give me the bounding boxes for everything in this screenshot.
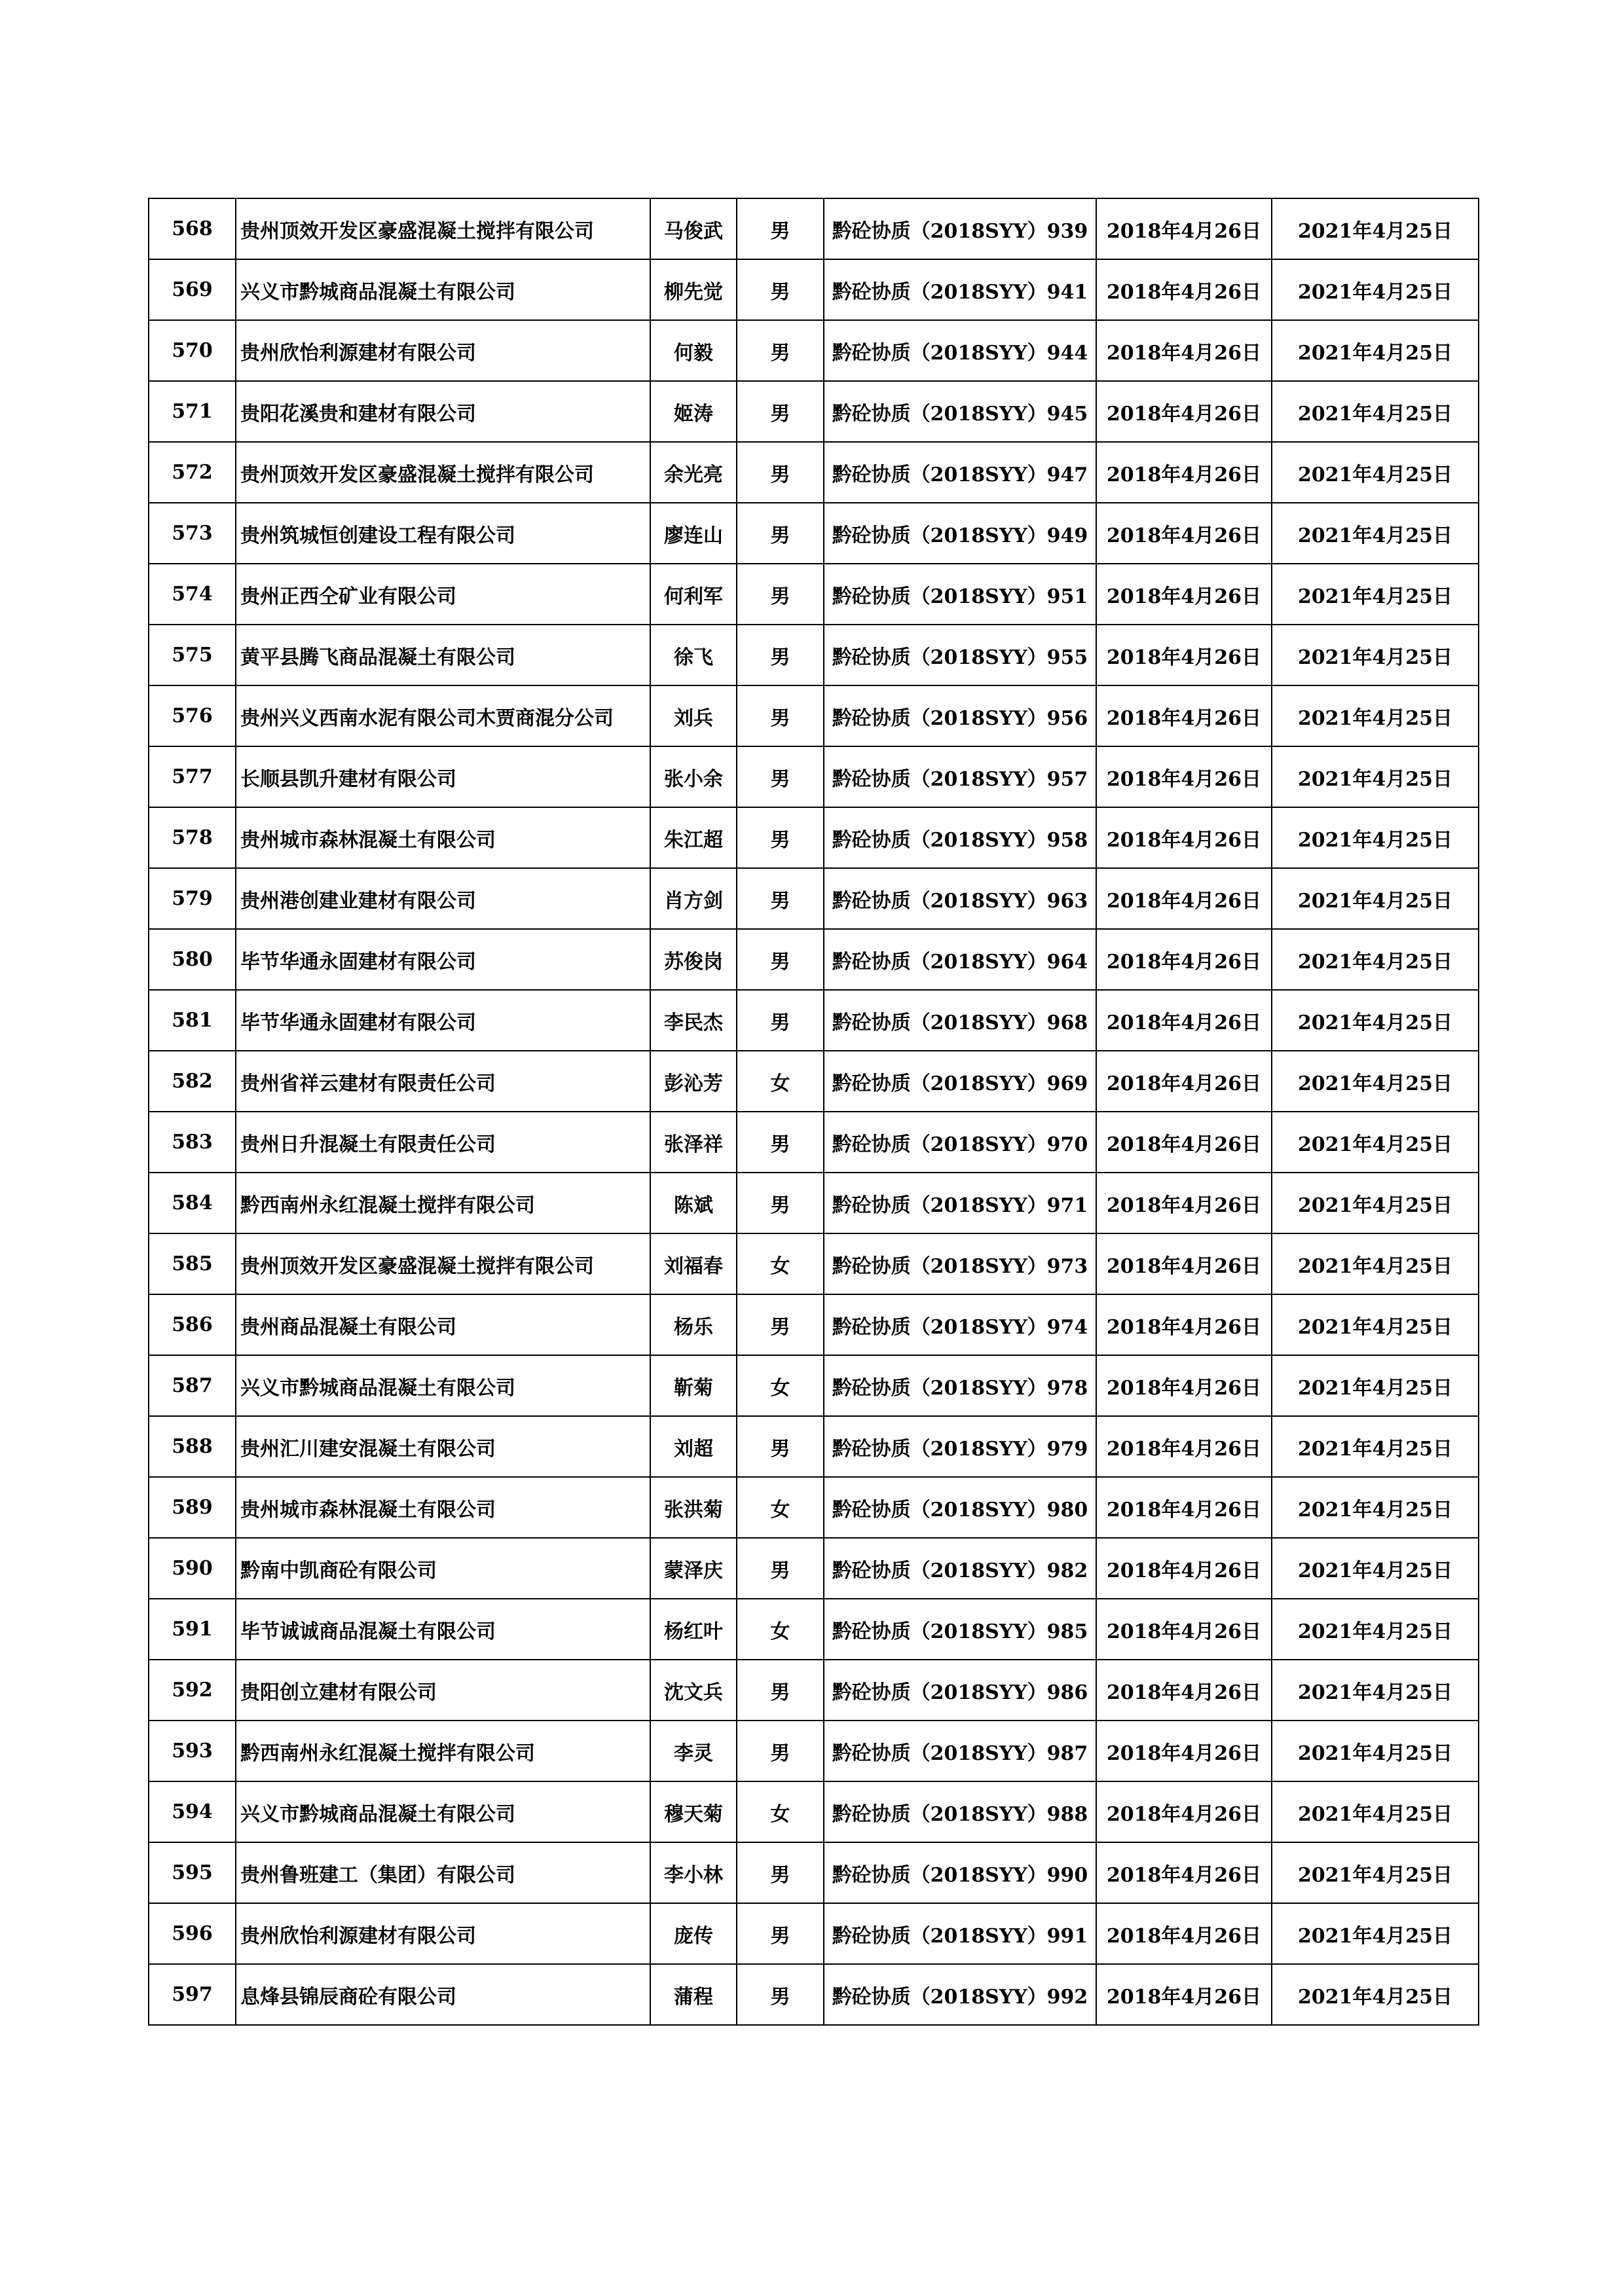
table-row (149, 1477, 1479, 1538)
certificate-number-cell: 黔砼协质（2018SYY）968 (824, 990, 1096, 1051)
table-row (149, 198, 1479, 259)
issue-date-cell: 2018年4月26日 (1096, 1233, 1272, 1294)
issue-date-cell: 2018年4月26日 (1096, 442, 1272, 503)
table-row (149, 1051, 1479, 1112)
expiry-date-cell: 2021年4月25日 (1272, 1416, 1479, 1477)
certificate-number-cell: 黔砼协质（2018SYY）956 (824, 685, 1096, 746)
expiry-date-cell: 2021年4月25日 (1272, 1233, 1479, 1294)
expiry-date-cell: 2021年4月25日 (1272, 198, 1479, 259)
gender-cell: 男 (737, 381, 824, 442)
certificate-number-cell: 黔砼协质（2018SYY）990 (824, 1842, 1096, 1903)
row-number-cell: 588 (149, 1416, 236, 1477)
gender-cell: 男 (737, 1173, 824, 1233)
certificate-number-cell: 黔砼协质（2018SYY）945 (824, 381, 1096, 442)
table-row (149, 1355, 1479, 1416)
person-name-cell: 杨乐 (650, 1294, 737, 1355)
person-name-cell: 余光亮 (650, 442, 737, 503)
company-cell: 贵州商品混凝土有限公司 (236, 1294, 650, 1355)
person-name-cell: 李小林 (650, 1842, 737, 1903)
issue-date-cell: 2018年4月26日 (1096, 1842, 1272, 1903)
person-name-cell: 刘兵 (650, 685, 737, 746)
row-number-cell: 581 (149, 990, 236, 1051)
table-row (149, 1964, 1479, 2025)
row-number-cell: 580 (149, 929, 236, 990)
company-cell: 贵州日升混凝土有限责任公司 (236, 1112, 650, 1173)
company-cell: 贵州筑城恒创建设工程有限公司 (236, 503, 650, 564)
gender-cell: 男 (737, 685, 824, 746)
certificate-number-cell: 黔砼协质（2018SYY）971 (824, 1173, 1096, 1233)
issue-date-cell: 2018年4月26日 (1096, 1538, 1272, 1599)
certificate-number-cell: 黔砼协质（2018SYY）941 (824, 259, 1096, 320)
person-name-cell: 徐飞 (650, 625, 737, 685)
person-name-cell: 沈文兵 (650, 1660, 737, 1721)
row-number-cell: 569 (149, 259, 236, 320)
certificate-number-cell: 黔砼协质（2018SYY）985 (824, 1599, 1096, 1660)
expiry-date-cell: 2021年4月25日 (1272, 1355, 1479, 1416)
issue-date-cell: 2018年4月26日 (1096, 259, 1272, 320)
row-number-cell: 579 (149, 868, 236, 929)
gender-cell: 男 (737, 1660, 824, 1721)
certificate-number-cell: 黔砼协质（2018SYY）951 (824, 564, 1096, 625)
person-name-cell: 蒲程 (650, 1964, 737, 2025)
person-name-cell: 彭沁芳 (650, 1051, 737, 1112)
row-number-cell: 585 (149, 1233, 236, 1294)
row-number-cell: 573 (149, 503, 236, 564)
table-row (149, 564, 1479, 625)
company-cell: 毕节华通永固建材有限公司 (236, 929, 650, 990)
gender-cell: 女 (737, 1477, 824, 1538)
issue-date-cell: 2018年4月26日 (1096, 1294, 1272, 1355)
issue-date-cell: 2018年4月26日 (1096, 1964, 1272, 2025)
gender-cell: 男 (737, 1112, 824, 1173)
table-row (149, 1781, 1479, 1842)
company-cell: 贵州顶效开发区豪盛混凝土搅拌有限公司 (236, 1233, 650, 1294)
gender-cell: 男 (737, 442, 824, 503)
issue-date-cell: 2018年4月26日 (1096, 1721, 1272, 1781)
company-cell: 兴义市黔城商品混凝土有限公司 (236, 1781, 650, 1842)
certificate-number-cell: 黔砼协质（2018SYY）987 (824, 1721, 1096, 1781)
row-number-cell: 592 (149, 1660, 236, 1721)
company-cell: 黔西南州永红混凝土搅拌有限公司 (236, 1173, 650, 1233)
issue-date-cell: 2018年4月26日 (1096, 1477, 1272, 1538)
row-number-cell: 597 (149, 1964, 236, 2025)
gender-cell: 男 (737, 320, 824, 381)
row-number-cell: 570 (149, 320, 236, 381)
table-row (149, 503, 1479, 564)
certificate-number-cell: 黔砼协质（2018SYY）949 (824, 503, 1096, 564)
table-row (149, 929, 1479, 990)
expiry-date-cell: 2021年4月25日 (1272, 625, 1479, 685)
company-cell: 长顺县凯升建材有限公司 (236, 746, 650, 807)
table-row (149, 1112, 1479, 1173)
table-row (149, 807, 1479, 868)
person-name-cell: 陈斌 (650, 1173, 737, 1233)
issue-date-cell: 2018年4月26日 (1096, 1051, 1272, 1112)
issue-date-cell: 2018年4月26日 (1096, 807, 1272, 868)
row-number-cell: 576 (149, 685, 236, 746)
person-name-cell: 李灵 (650, 1721, 737, 1781)
table-row (149, 259, 1479, 320)
issue-date-cell: 2018年4月26日 (1096, 320, 1272, 381)
gender-cell: 男 (737, 1294, 824, 1355)
table-row (149, 868, 1479, 929)
table-row (149, 320, 1479, 381)
expiry-date-cell: 2021年4月25日 (1272, 1112, 1479, 1173)
issue-date-cell: 2018年4月26日 (1096, 625, 1272, 685)
certificate-number-cell: 黔砼协质（2018SYY）986 (824, 1660, 1096, 1721)
certificate-table (148, 198, 1479, 2026)
gender-cell: 女 (737, 1355, 824, 1416)
row-number-cell: 571 (149, 381, 236, 442)
table-row (149, 1903, 1479, 1964)
issue-date-cell: 2018年4月26日 (1096, 564, 1272, 625)
issue-date-cell: 2018年4月26日 (1096, 1112, 1272, 1173)
company-cell: 贵州港创建业建材有限公司 (236, 868, 650, 929)
company-cell: 贵阳花溪贵和建材有限公司 (236, 381, 650, 442)
certificate-number-cell: 黔砼协质（2018SYY）992 (824, 1964, 1096, 2025)
row-number-cell: 591 (149, 1599, 236, 1660)
certificate-number-cell: 黔砼协质（2018SYY）974 (824, 1294, 1096, 1355)
gender-cell: 男 (737, 990, 824, 1051)
company-cell: 毕节诚诚商品混凝土有限公司 (236, 1599, 650, 1660)
issue-date-cell: 2018年4月26日 (1096, 381, 1272, 442)
row-number-cell: 594 (149, 1781, 236, 1842)
company-cell: 贵州顶效开发区豪盛混凝土搅拌有限公司 (236, 198, 650, 259)
certificate-number-cell: 黔砼协质（2018SYY）979 (824, 1416, 1096, 1477)
company-cell: 贵阳创立建材有限公司 (236, 1660, 650, 1721)
expiry-date-cell: 2021年4月25日 (1272, 1903, 1479, 1964)
person-name-cell: 刘超 (650, 1416, 737, 1477)
table-row (149, 1416, 1479, 1477)
row-number-cell: 586 (149, 1294, 236, 1355)
gender-cell: 男 (737, 1903, 824, 1964)
gender-cell: 男 (737, 746, 824, 807)
row-number-cell: 578 (149, 807, 236, 868)
certificate-number-cell: 黔砼协质（2018SYY）970 (824, 1112, 1096, 1173)
issue-date-cell: 2018年4月26日 (1096, 1660, 1272, 1721)
gender-cell: 男 (737, 259, 824, 320)
expiry-date-cell: 2021年4月25日 (1272, 990, 1479, 1051)
company-cell: 贵州顶效开发区豪盛混凝土搅拌有限公司 (236, 442, 650, 503)
gender-cell: 男 (737, 1964, 824, 2025)
gender-cell: 男 (737, 1538, 824, 1599)
expiry-date-cell: 2021年4月25日 (1272, 1721, 1479, 1781)
row-number-cell: 568 (149, 198, 236, 259)
gender-cell: 男 (737, 198, 824, 259)
certificate-number-cell: 黔砼协质（2018SYY）944 (824, 320, 1096, 381)
expiry-date-cell: 2021年4月25日 (1272, 1781, 1479, 1842)
expiry-date-cell: 2021年4月25日 (1272, 259, 1479, 320)
row-number-cell: 596 (149, 1903, 236, 1964)
table-body (149, 198, 1479, 2025)
issue-date-cell: 2018年4月26日 (1096, 1903, 1272, 1964)
row-number-cell: 590 (149, 1538, 236, 1599)
certificate-number-cell: 黔砼协质（2018SYY）957 (824, 746, 1096, 807)
row-number-cell: 572 (149, 442, 236, 503)
gender-cell: 男 (737, 564, 824, 625)
company-cell: 贵州城市森林混凝土有限公司 (236, 807, 650, 868)
company-cell: 兴义市黔城商品混凝土有限公司 (236, 259, 650, 320)
issue-date-cell: 2018年4月26日 (1096, 1173, 1272, 1233)
table-row (149, 381, 1479, 442)
person-name-cell: 穆天菊 (650, 1781, 737, 1842)
expiry-date-cell: 2021年4月25日 (1272, 381, 1479, 442)
row-number-cell: 574 (149, 564, 236, 625)
expiry-date-cell: 2021年4月25日 (1272, 1538, 1479, 1599)
gender-cell: 男 (737, 1721, 824, 1781)
certificate-number-cell: 黔砼协质（2018SYY）980 (824, 1477, 1096, 1538)
issue-date-cell: 2018年4月26日 (1096, 868, 1272, 929)
certificate-number-cell: 黔砼协质（2018SYY）963 (824, 868, 1096, 929)
issue-date-cell: 2018年4月26日 (1096, 503, 1272, 564)
gender-cell: 女 (737, 1051, 824, 1112)
company-cell: 贵州汇川建安混凝土有限公司 (236, 1416, 650, 1477)
table-row (149, 625, 1479, 685)
row-number-cell: 595 (149, 1842, 236, 1903)
person-name-cell: 靳菊 (650, 1355, 737, 1416)
person-name-cell: 李民杰 (650, 990, 737, 1051)
gender-cell: 男 (737, 503, 824, 564)
company-cell: 贵州欣怡利源建材有限公司 (236, 320, 650, 381)
expiry-date-cell: 2021年4月25日 (1272, 685, 1479, 746)
row-number-cell: 593 (149, 1721, 236, 1781)
table-row (149, 1721, 1479, 1781)
certificate-number-cell: 黔砼协质（2018SYY）978 (824, 1355, 1096, 1416)
row-number-cell: 577 (149, 746, 236, 807)
gender-cell: 女 (737, 1233, 824, 1294)
person-name-cell: 庞传 (650, 1903, 737, 1964)
certificate-number-cell: 黔砼协质（2018SYY）973 (824, 1233, 1096, 1294)
gender-cell: 男 (737, 1416, 824, 1477)
expiry-date-cell: 2021年4月25日 (1272, 564, 1479, 625)
expiry-date-cell: 2021年4月25日 (1272, 807, 1479, 868)
issue-date-cell: 2018年4月26日 (1096, 990, 1272, 1051)
person-name-cell: 柳先觉 (650, 259, 737, 320)
expiry-date-cell: 2021年4月25日 (1272, 1964, 1479, 2025)
certificate-number-cell: 黔砼协质（2018SYY）939 (824, 198, 1096, 259)
person-name-cell: 张泽祥 (650, 1112, 737, 1173)
expiry-date-cell: 2021年4月25日 (1272, 1173, 1479, 1233)
table-row (149, 1538, 1479, 1599)
company-cell: 贵州鲁班建工（集团）有限公司 (236, 1842, 650, 1903)
issue-date-cell: 2018年4月26日 (1096, 1781, 1272, 1842)
expiry-date-cell: 2021年4月25日 (1272, 320, 1479, 381)
person-name-cell: 何毅 (650, 320, 737, 381)
issue-date-cell: 2018年4月26日 (1096, 1355, 1272, 1416)
person-name-cell: 姬涛 (650, 381, 737, 442)
company-cell: 贵州欣怡利源建材有限公司 (236, 1903, 650, 1964)
issue-date-cell: 2018年4月26日 (1096, 1599, 1272, 1660)
table-row (149, 746, 1479, 807)
person-name-cell: 马俊武 (650, 198, 737, 259)
person-name-cell: 苏俊岗 (650, 929, 737, 990)
table-row (149, 1173, 1479, 1233)
issue-date-cell: 2018年4月26日 (1096, 929, 1272, 990)
gender-cell: 女 (737, 1599, 824, 1660)
issue-date-cell: 2018年4月26日 (1096, 685, 1272, 746)
table-row (149, 1599, 1479, 1660)
gender-cell: 男 (737, 929, 824, 990)
expiry-date-cell: 2021年4月25日 (1272, 746, 1479, 807)
certificate-number-cell: 黔砼协质（2018SYY）955 (824, 625, 1096, 685)
certificate-number-cell: 黔砼协质（2018SYY）964 (824, 929, 1096, 990)
row-number-cell: 575 (149, 625, 236, 685)
gender-cell: 男 (737, 868, 824, 929)
row-number-cell: 583 (149, 1112, 236, 1173)
company-cell: 贵州兴义西南水泥有限公司木贾商混分公司 (236, 685, 650, 746)
expiry-date-cell: 2021年4月25日 (1272, 442, 1479, 503)
issue-date-cell: 2018年4月26日 (1096, 198, 1272, 259)
gender-cell: 男 (737, 807, 824, 868)
certificate-number-cell: 黔砼协质（2018SYY）982 (824, 1538, 1096, 1599)
row-number-cell: 587 (149, 1355, 236, 1416)
expiry-date-cell: 2021年4月25日 (1272, 1294, 1479, 1355)
gender-cell: 男 (737, 625, 824, 685)
table-row (149, 442, 1479, 503)
company-cell: 黄平县腾飞商品混凝土有限公司 (236, 625, 650, 685)
company-cell: 息烽县锦辰商砼有限公司 (236, 1964, 650, 2025)
row-number-cell: 582 (149, 1051, 236, 1112)
expiry-date-cell: 2021年4月25日 (1272, 1051, 1479, 1112)
table-row (149, 1294, 1479, 1355)
gender-cell: 女 (737, 1781, 824, 1842)
table-row (149, 1842, 1479, 1903)
table-row (149, 685, 1479, 746)
expiry-date-cell: 2021年4月25日 (1272, 1660, 1479, 1721)
issue-date-cell: 2018年4月26日 (1096, 746, 1272, 807)
expiry-date-cell: 2021年4月25日 (1272, 503, 1479, 564)
certificate-number-cell: 黔砼协质（2018SYY）988 (824, 1781, 1096, 1842)
certificate-number-cell: 黔砼协质（2018SYY）958 (824, 807, 1096, 868)
gender-cell: 男 (737, 1842, 824, 1903)
company-cell: 黔南中凯商砼有限公司 (236, 1538, 650, 1599)
person-name-cell: 肖方剑 (650, 868, 737, 929)
person-name-cell: 杨红叶 (650, 1599, 737, 1660)
table-row (149, 1233, 1479, 1294)
person-name-cell: 张小余 (650, 746, 737, 807)
person-name-cell: 廖连山 (650, 503, 737, 564)
company-cell: 贵州城市森林混凝土有限公司 (236, 1477, 650, 1538)
expiry-date-cell: 2021年4月25日 (1272, 929, 1479, 990)
expiry-date-cell: 2021年4月25日 (1272, 868, 1479, 929)
company-cell: 贵州正西仝矿业有限公司 (236, 564, 650, 625)
company-cell: 贵州省祥云建材有限责任公司 (236, 1051, 650, 1112)
person-name-cell: 蒙泽庆 (650, 1538, 737, 1599)
certificate-number-cell: 黔砼协质（2018SYY）947 (824, 442, 1096, 503)
company-cell: 毕节华通永固建材有限公司 (236, 990, 650, 1051)
company-cell: 黔西南州永红混凝土搅拌有限公司 (236, 1721, 650, 1781)
company-cell: 兴义市黔城商品混凝土有限公司 (236, 1355, 650, 1416)
person-name-cell: 朱江超 (650, 807, 737, 868)
certificate-number-cell: 黔砼协质（2018SYY）969 (824, 1051, 1096, 1112)
person-name-cell: 刘福春 (650, 1233, 737, 1294)
expiry-date-cell: 2021年4月25日 (1272, 1599, 1479, 1660)
row-number-cell: 589 (149, 1477, 236, 1538)
expiry-date-cell: 2021年4月25日 (1272, 1477, 1479, 1538)
table-row (149, 1660, 1479, 1721)
row-number-cell: 584 (149, 1173, 236, 1233)
person-name-cell: 何利军 (650, 564, 737, 625)
expiry-date-cell: 2021年4月25日 (1272, 1842, 1479, 1903)
certificate-number-cell: 黔砼协质（2018SYY）991 (824, 1903, 1096, 1964)
table-row (149, 990, 1479, 1051)
person-name-cell: 张洪菊 (650, 1477, 737, 1538)
issue-date-cell: 2018年4月26日 (1096, 1416, 1272, 1477)
